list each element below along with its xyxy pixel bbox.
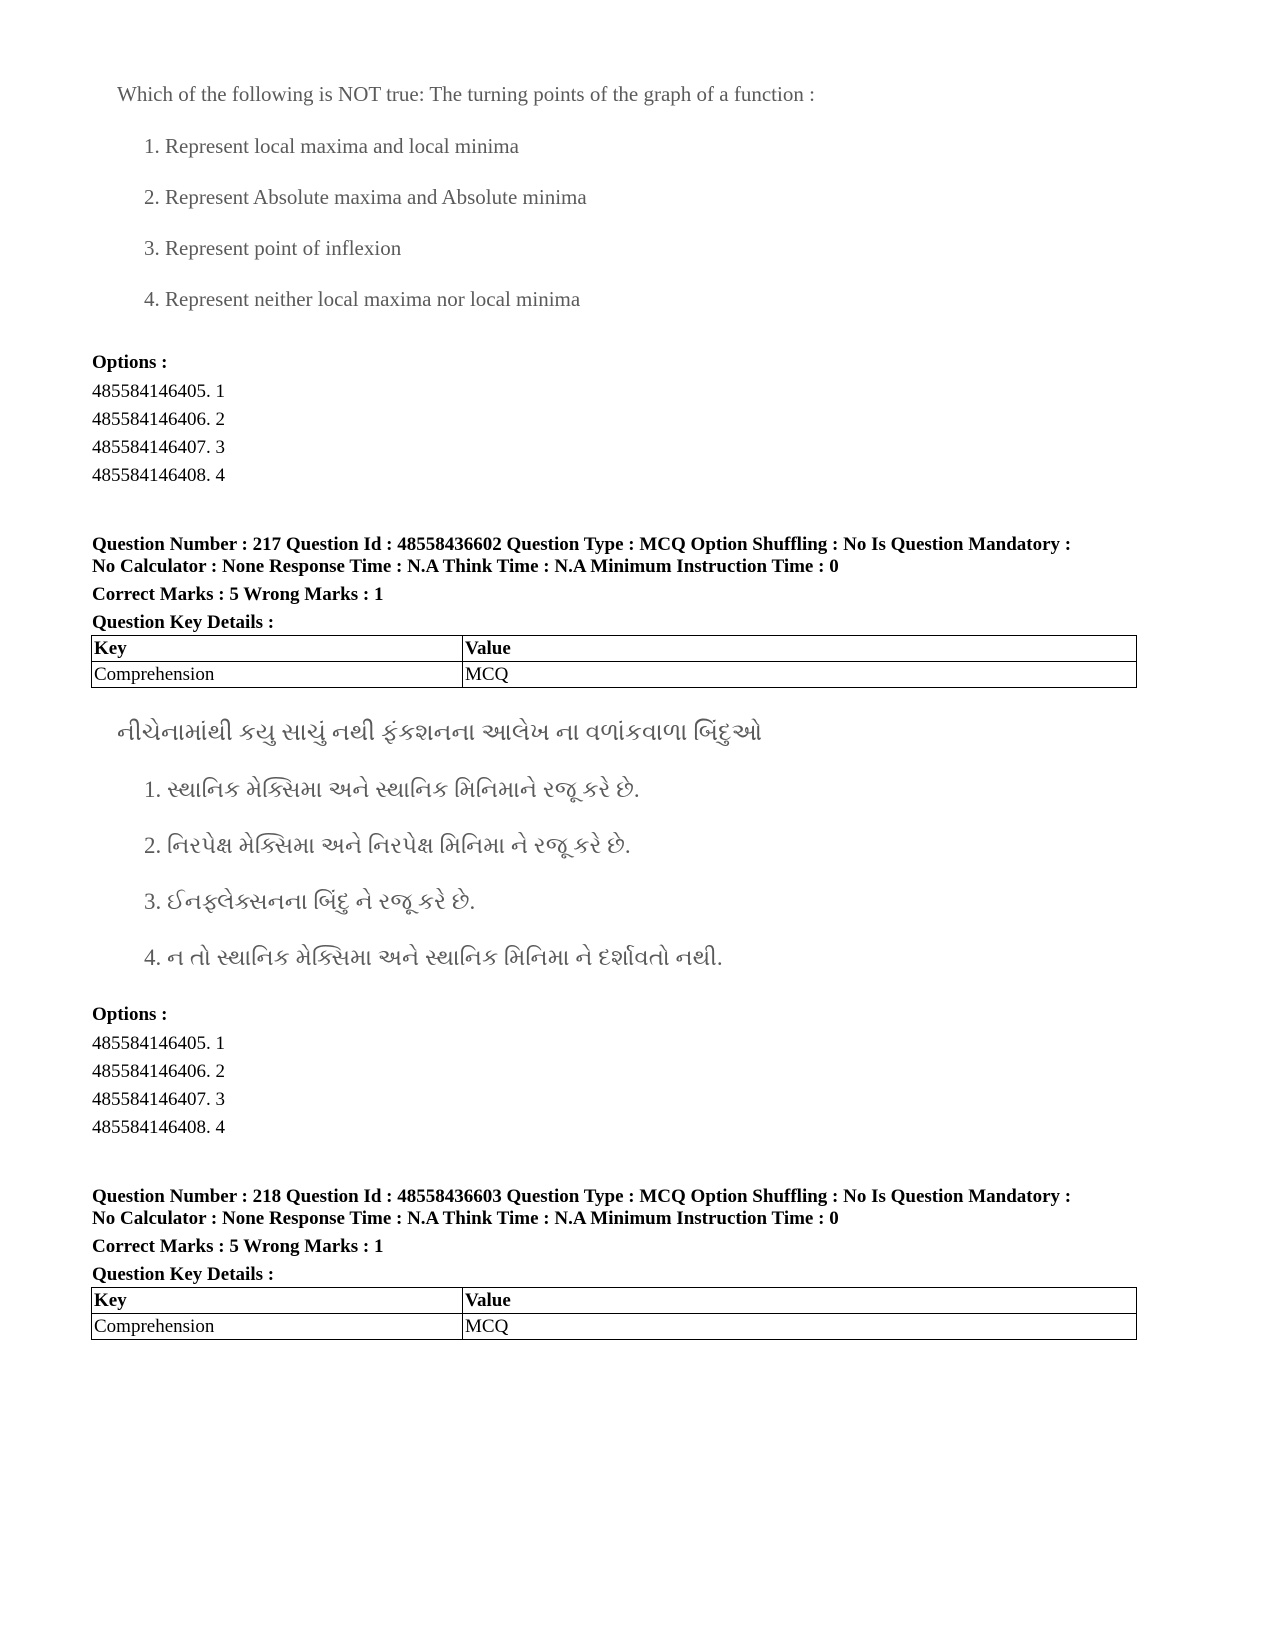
option-item: 485584146405. 1 bbox=[92, 1033, 225, 1054]
option-item: 485584146407. 3 bbox=[92, 1089, 225, 1110]
key-details-label: Question Key Details : bbox=[92, 612, 275, 633]
choice-en-4: 4. Represent neither local maxima nor local minima bbox=[144, 287, 581, 311]
options-list bbox=[92, 1030, 225, 1142]
option-item: 485584146405. 1 bbox=[92, 381, 225, 402]
table-cell-key: Comprehension bbox=[92, 1314, 463, 1340]
question-text-gu: નીચેનામાંથી કયુ સાચું નથી ફંકશનના આલેખ ના વળાંકવાળા બિંદુઓ bbox=[117, 720, 763, 746]
question-meta-line2: No Calculator : None Response Time : N.A Think Time : N.A Minimum Instruction Time : 0 bbox=[92, 556, 839, 577]
table-header-value: Value bbox=[463, 636, 1137, 662]
options-label: Options : bbox=[92, 1004, 168, 1025]
table-cell-value: MCQ bbox=[463, 662, 1137, 688]
option-item: 485584146408. 4 bbox=[92, 465, 225, 486]
choice-en-3: 3. Represent point of inflexion bbox=[144, 236, 402, 260]
key-details-label: Question Key Details : bbox=[92, 1264, 275, 1285]
option-item: 485584146406. 2 bbox=[92, 1061, 225, 1082]
table-header-key: Key bbox=[92, 636, 463, 662]
table-header-key: Key bbox=[92, 1288, 463, 1314]
key-details-table bbox=[91, 1287, 1137, 1340]
table-cell-key: Comprehension bbox=[92, 662, 463, 688]
question-meta-line1: Question Number : 217 Question Id : 48558436602 Question Type : MCQ Option Shuffling : No Is Question Mandatory : bbox=[92, 534, 1072, 555]
table-header-row bbox=[92, 1288, 1137, 1314]
choice-gu-3: 3. ઈનફ્લેક્સનના બિંદુ ને રજૂ કરે છે. bbox=[144, 889, 476, 914]
options-label: Options : bbox=[92, 352, 168, 373]
option-item: 485584146407. 3 bbox=[92, 437, 225, 458]
choice-en-1: 1. Represent local maxima and local minima bbox=[144, 134, 519, 158]
table-header-value: Value bbox=[463, 1288, 1137, 1314]
choice-en-2: 2. Represent Absolute maxima and Absolute minima bbox=[144, 185, 587, 209]
question-meta-line2: No Calculator : None Response Time : N.A Think Time : N.A Minimum Instruction Time : 0 bbox=[92, 1208, 839, 1229]
question-meta-line1: Question Number : 218 Question Id : 48558436603 Question Type : MCQ Option Shuffling : No Is Question Mandatory : bbox=[92, 1186, 1072, 1207]
option-item: 485584146408. 4 bbox=[92, 1117, 225, 1138]
question-text-en: Which of the following is NOT true: The turning points of the graph of a function : bbox=[117, 82, 815, 106]
question-marks: Correct Marks : 5 Wrong Marks : 1 bbox=[92, 584, 384, 605]
table-row bbox=[92, 662, 1137, 688]
table-cell-value: MCQ bbox=[463, 1314, 1137, 1340]
choice-gu-4: 4. ન તો સ્થાનિક મેક્સિમા અને સ્થાનિક મિનિમા ને દર્શાવતો નથી. bbox=[144, 945, 723, 970]
key-details-table bbox=[91, 635, 1137, 688]
options-list bbox=[92, 378, 225, 490]
choice-gu-1: 1. સ્થાનિક મેક્સિમા અને સ્થાનિક મિનિમાને રજૂ કરે છે. bbox=[144, 777, 640, 802]
question-marks: Correct Marks : 5 Wrong Marks : 1 bbox=[92, 1236, 384, 1257]
option-item: 485584146406. 2 bbox=[92, 409, 225, 430]
choice-gu-2: 2. નિરપેક્ષ મેક્સિમા અને નિરપેક્ષ મિનિમા ને રજૂ કરે છે. bbox=[144, 833, 631, 858]
table-header-row bbox=[92, 636, 1137, 662]
table-row bbox=[92, 1314, 1137, 1340]
